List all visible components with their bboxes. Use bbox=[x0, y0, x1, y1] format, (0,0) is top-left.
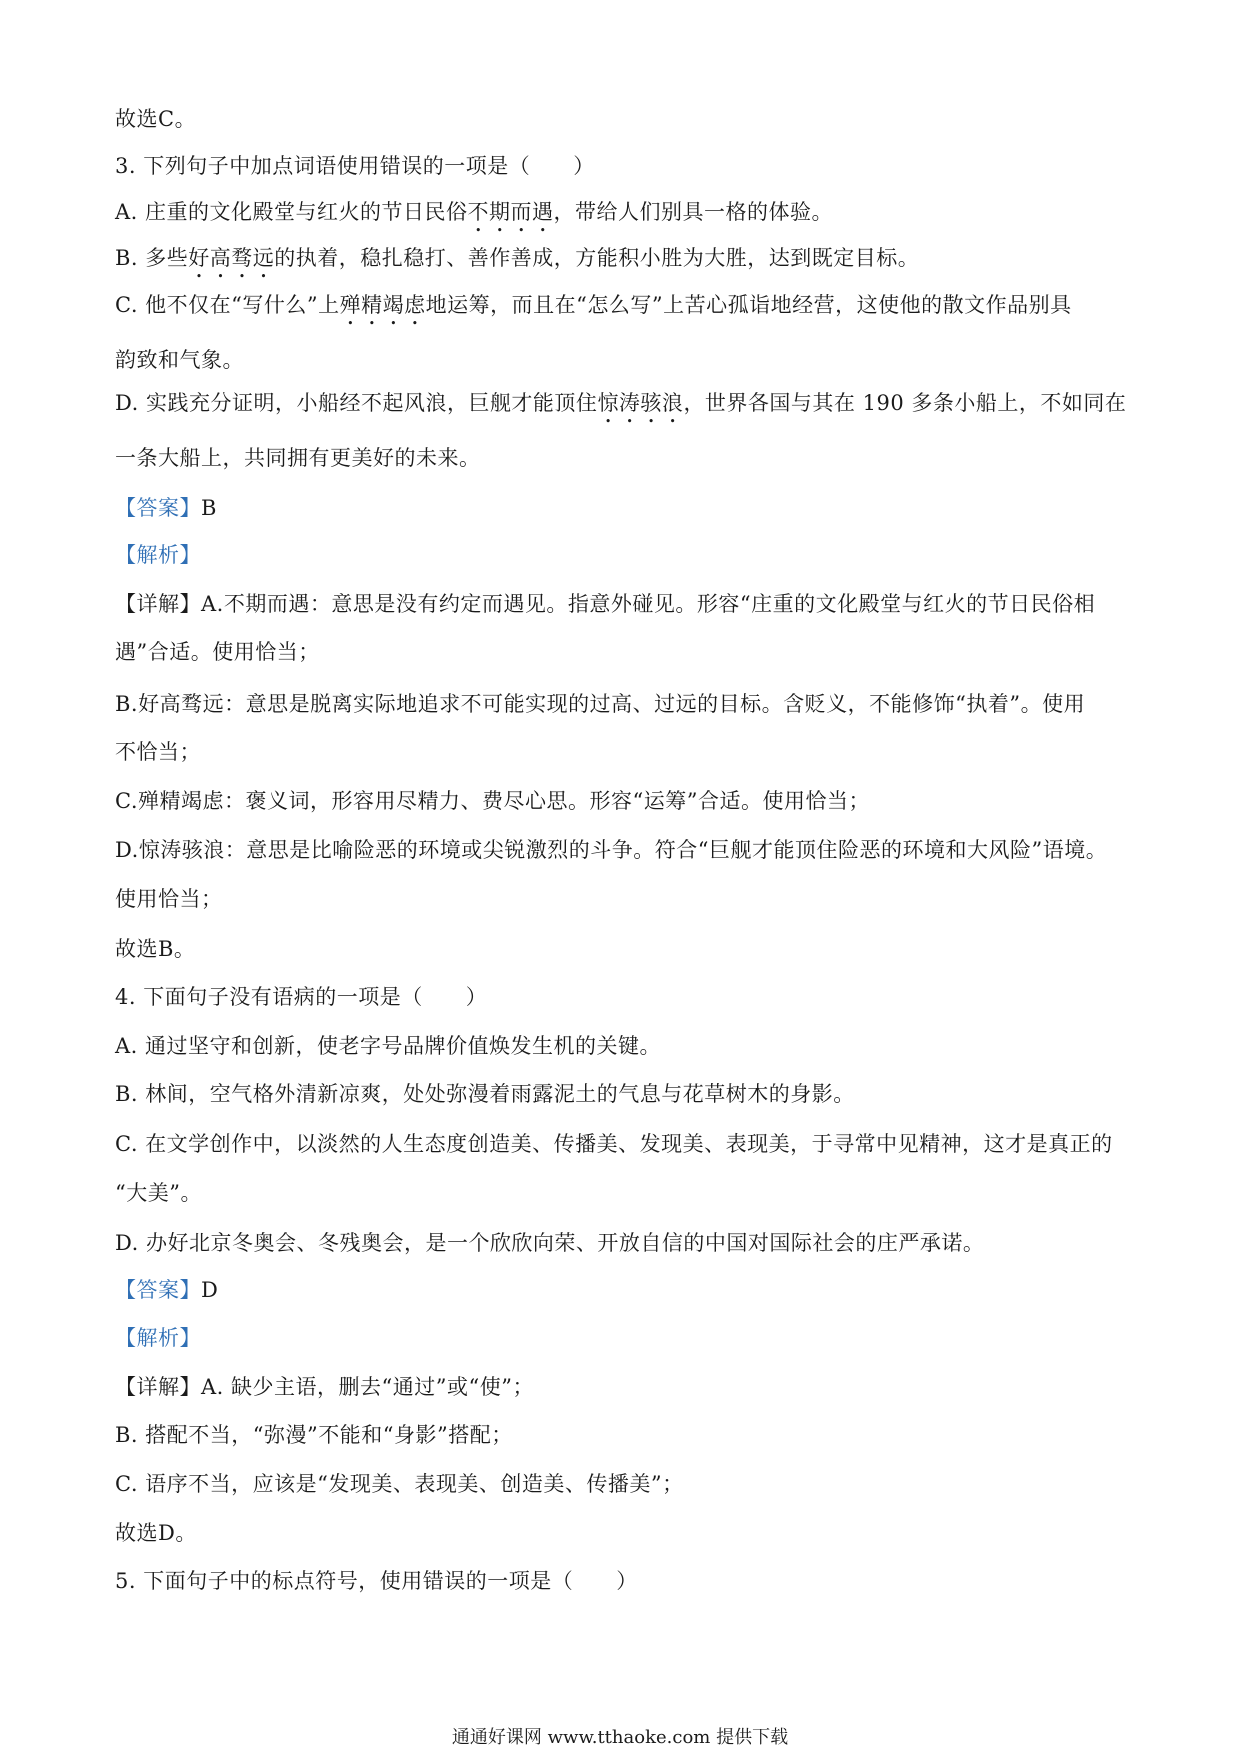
question-3-option-a bbox=[115, 197, 833, 237]
question-4-option-d: D. 办好北京冬奥会、冬残奥会，是一个欣欣向荣、开放自信的中国对国际社会的庄严承诺。 bbox=[115, 1231, 985, 1255]
option-a-dotted-word: 不期而遇 bbox=[467, 200, 554, 224]
option-a-text-pre: A. 庄重的文化殿堂与红火的节日民俗 bbox=[115, 200, 468, 224]
question-4-option-b: B. 林间，空气格外清新凉爽，处处弥漫着雨露泥土的气息与花草树木的身影。 bbox=[115, 1082, 855, 1106]
detail-4-c: C. 语序不当，应该是“发现美、表现美、创造美、传播美”； bbox=[115, 1472, 684, 1496]
detail-4-a bbox=[115, 1372, 534, 1402]
answer-3 bbox=[115, 493, 217, 523]
option-b-text-post: 的执着，稳扎稳打、善作善成，方能积小胜为大胜，达到既定目标。 bbox=[274, 246, 920, 270]
question-3-option-b bbox=[115, 243, 919, 283]
detail-label: 【详解】 bbox=[115, 1375, 201, 1399]
detail-3-b-continued: 不恰当； bbox=[115, 740, 201, 764]
conclusion-q2: 故选C。 bbox=[115, 107, 197, 131]
detail-3-a-continued: 遇”合适。使用恰当； bbox=[115, 640, 320, 664]
question-3-option-d-continued: 一条大船上，共同拥有更美好的未来。 bbox=[115, 446, 481, 470]
answer-4 bbox=[115, 1275, 218, 1305]
question-3-option-c bbox=[115, 290, 1072, 330]
conclusion-q4: 故选D。 bbox=[115, 1521, 197, 1545]
option-b-text-pre: B. 多些 bbox=[115, 246, 189, 270]
question-5-stem: 5. 下面句子中的标点符号，使用错误的一项是（ ） bbox=[115, 1569, 638, 1593]
answer-value: D bbox=[201, 1278, 219, 1302]
option-a-text-post: ，带给人们别具一格的体验。 bbox=[553, 200, 834, 224]
question-4-stem: 4. 下面句子没有语病的一项是（ ） bbox=[115, 985, 488, 1009]
answer-value: B bbox=[201, 496, 217, 520]
detail-3-d-continued: 使用恰当； bbox=[115, 887, 223, 911]
answer-label: 【答案】 bbox=[115, 1278, 201, 1302]
answer-label: 【答案】 bbox=[115, 496, 201, 520]
detail-3-c: C.殚精竭虑：褒义词，形容用尽精力、费尽心思。形容“运筹”合适。使用恰当； bbox=[115, 789, 870, 813]
detail-3-d: D.惊涛骇浪：意思是比喻险恶的环境或尖锐激烈的斗争。符合“巨舰才能顶住险恶的环境和大风险”语境。 bbox=[115, 838, 1108, 862]
option-c-dotted-word: 殚精竭虑 bbox=[339, 293, 426, 317]
detail-3-a bbox=[115, 589, 1095, 619]
question-3-stem: 3. 下列句子中加点词语使用错误的一项是（ ） bbox=[115, 154, 595, 178]
option-c-text-pre: C. 他不仅在“写什么”上 bbox=[115, 293, 340, 317]
detail-text: A. 缺少主语，删去“通过”或“使”； bbox=[201, 1375, 534, 1399]
question-4-option-c-continued: “大美”。 bbox=[115, 1181, 202, 1205]
footer-source: 通通好课网 www.tthaoke.com 提供下载 bbox=[451, 1727, 789, 1748]
conclusion-q3: 故选B。 bbox=[115, 937, 196, 961]
analysis-3-label: 【解析】 bbox=[115, 543, 201, 567]
analysis-4-label: 【解析】 bbox=[115, 1326, 201, 1350]
detail-label: 【详解】 bbox=[115, 592, 201, 616]
question-3-option-c-continued: 韵致和气象。 bbox=[115, 348, 244, 372]
detail-text: A.不期而遇：意思是没有约定而遇见。指意外碰见。形容“庄重的文化殿堂与红火的节日民俗相 bbox=[201, 592, 1096, 616]
option-d-text-post: ，世界各国与其在 190 多条小船上，不如同在 bbox=[683, 391, 1127, 415]
question-4-option-a: A. 通过坚守和创新，使老字号品牌价值焕发生机的关键。 bbox=[115, 1034, 662, 1058]
detail-4-b: B. 搭配不当，“弥漫”不能和“身影”搭配； bbox=[115, 1423, 513, 1447]
option-d-dotted-word: 惊涛骇浪 bbox=[597, 391, 684, 415]
detail-3-b: B.好高骛远：意思是脱离实际地追求不可能实现的过高、过远的目标。含贬义，不能修饰“执着”。使用 bbox=[115, 692, 1086, 716]
option-d-text-pre: D. 实践充分证明，小船经不起风浪，巨舰才能顶住 bbox=[115, 391, 598, 415]
question-3-option-d bbox=[115, 388, 1126, 428]
question-4-option-c: C. 在文学创作中，以淡然的人生态度创造美、传播美、发现美、表现美，于寻常中见精神，这才是真正的 bbox=[115, 1132, 1113, 1156]
option-c-text-post: 地运筹，而且在“怎么写”上苦心孤诣地经营，这使他的散文作品别具 bbox=[425, 293, 1072, 317]
option-b-dotted-word: 好高骛远 bbox=[188, 246, 275, 270]
